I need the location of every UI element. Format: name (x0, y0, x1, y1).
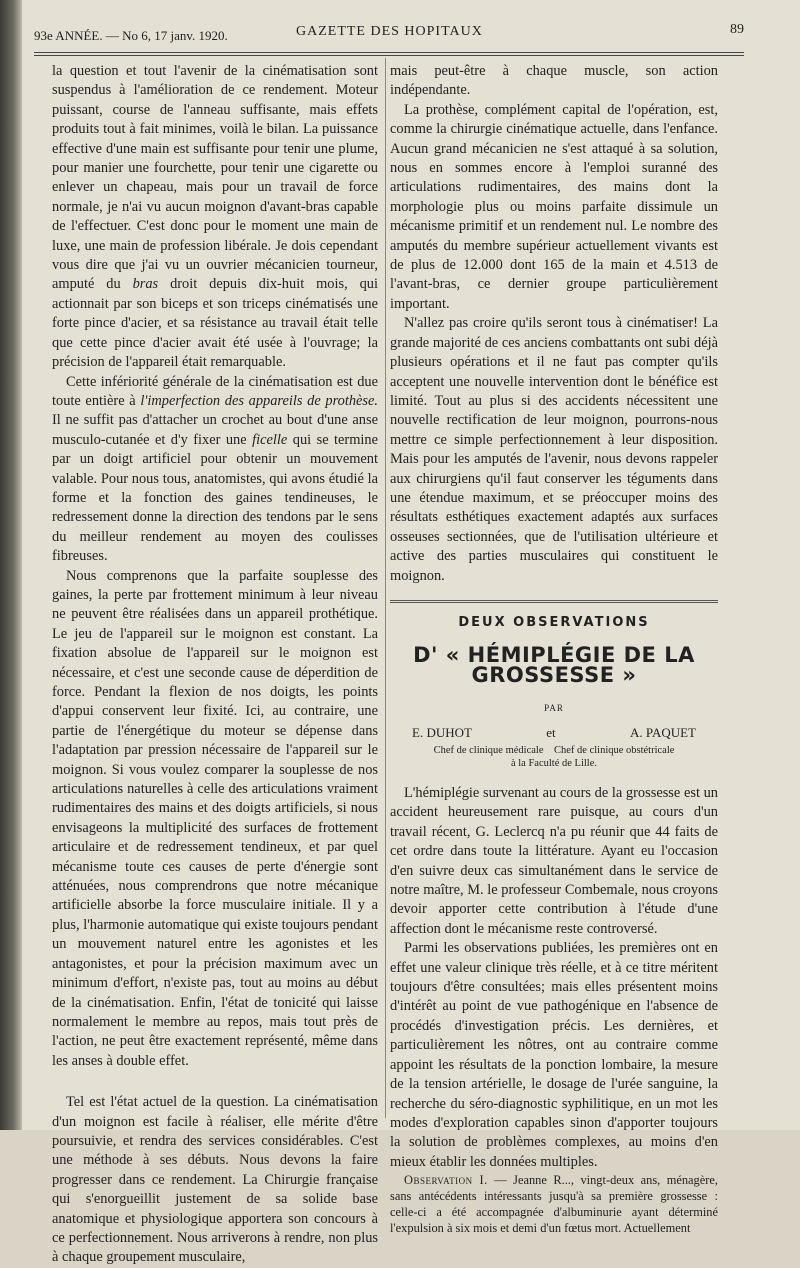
paragraph: mais peut-être à chaque muscle, son action indépendante. (390, 63, 718, 99)
byline-par: PAR (544, 703, 564, 714)
authors (390, 723, 718, 742)
journal-title: GAZETTE DES HOPITAUX (296, 24, 483, 39)
paragraph: L'hémiplégie survenant au cours de la grossesse est un accident heureusement rare puisque, au cours d'un travail récent, G. Leclercq n'a pu réunir que 44 faits de cet ordre dans toute la littérature. Ayant eu l'occasion d'en suivre deux cas simultanément dans le service de notre maître, M. le professeur Combemale, nous croyons devoir apporter cette contribution à l'étude d'une affection dont le mécanisme reste controversé. (390, 785, 718, 937)
paragraph: Tel est l'état actuel de la question. La cinématisation d'un moignon est facile à réaliser, elle mérite d'être poursuivie, et rendra des services considérables. C'est une méthode à ses débuts. Nous devons la faire progresser dans ce rendement. La Chirurgie française qui s'enorgueillit justement de sa solide base anatomique et physiologique apportera son concours à ce perfectionnement. Nous arriverons à rendre, non plus à chaque groupement musculaire, (52, 1094, 378, 1266)
running-header (34, 22, 744, 50)
paragraph: Parmi les observations publiées, les premières ont en effet une valeur clinique très réelle, et à ce titre méritent toujours d'être consultées; mais elles présentent moins d'intérêt au point de vue pathogénique en l'absence de procédés d'investigation précis. Les dernières, et particulièrement les nôtres, ont au contraire comme appoint les résultats de la ponction lombaire, la mesure de la tension artérielle, le dosage de l'urée sanguine, la recherche du séro-diagnostic syphilitique, en un mot les modes d'exploration capables sinon d'apporter toujours la solution de problèmes complexes, au moins d'en mieux établir les données multiples. (390, 940, 718, 1170)
paragraph: N'allez pas croire qu'ils seront tous à cinématiser! La grande majorité de ces anciens combattants ont subi déjà plusieurs opérations et il ne faut pas compter qu'ils acceptent une nouvelle intervention dont le bénéfice est limité. Tout au plus si des accidents nécessitent une nouvelle rectification de leur moignon, pourrons-nous mettre ce simple perfectionnement à leur disposition. Mais pour les amputés de l'avenir, nous devons rappeler aux chirurgiens qu'il faut conserver les téguments dans une étendue maximum, et se préoccuper moins des résultats esthétiques exactement adaptés aux surfaces osseuses sectionnées, que de l'utilisation ultérieure et active des parties musculaires qui constituent le moignon. (390, 315, 718, 584)
article-title: D' « HÉMIPLÉGIE DE LA GROSSESSE » (413, 643, 695, 687)
author-paquet: A. PAQUET (630, 724, 696, 740)
issue-info: 93e ANNÉE. — No 6, 17 janv. 1920. (34, 28, 228, 43)
header-rule (34, 52, 744, 53)
column-separator (385, 58, 386, 1118)
right-column (390, 62, 718, 1236)
observation-paragraph: Observation I. — Jeanne R..., vingt-deux ans, ménagère, sans antécédents intéressants jusqu'à sa première grossesse : celle-ci a été accompagnée d'albuminurie ayant déterminé l'expulsion à six mois et demi d'un fœtus mort. Actuellement (390, 1173, 718, 1236)
section-title: DEUX OBSERVATIONS (458, 614, 650, 630)
affiliations: Chef de clinique médicale Chef de clinique obstétricale à la Faculté de Lille. (433, 745, 675, 769)
paragraph: Cette infériorité générale de la cinématisation est due toute entière à l'imperfection des appareils de prothèse. Il ne suffit pas d'attacher un crochet au bout d'une anse musculo-cutanée et d'y fixer une ficelle qui se termine par un doigt artificiel pour obtenir un mouvement valable. Pour nous tous, anatomistes, qui avons étudié la forme et la fonction des gaines tendineuses, le redressement donne la direction des tendons par le sens du meilleur rendement au moyen des coulisses fibreuses. (52, 373, 378, 565)
page-binding (0, 0, 22, 1130)
left-column (52, 62, 378, 1268)
page-number: 89 (730, 22, 744, 37)
author-conjunction: et (546, 724, 556, 740)
observation-label: Observation I. (404, 1173, 488, 1188)
paragraph: la question et tout l'avenir de la cinématisation sont suspendus à l'amélioration de ce rendement. Moteur puissant, course de l'anneau suffisante, mais effets produits tout à fait minimes, voilà le bilan. La puissance effective d'une main est suffisante pour tenir une plume, pour manier une fourchette, pour tenir une cigarette ou enlever un chapeau, mais pour un travail de force normale, je n'ai vu aucun moignon d'avant-bras capable de l'effectuer. C'est donc pour le moment une main de luxe, une main de profession libérale. Je dois cependant vous dire que j'ai vu un ouvrier mécanicien tourneur, amputé du bras droit depuis dix-huit mois, qui actionnait par son biceps et son triceps cinématisés une forte pince d'acier, et sa résistance au travail était telle que cette pince d'acier avait été usée à l'ouvrage; la précision de l'appareil était remarquable. (52, 63, 378, 371)
paragraph: La prothèse, complément capital de l'opération, est, comme la chirurgie cinématique actuelle, dans l'enfance. Aucun grand mécanicien ne s'est attaqué à sa solution, nous en sommes encore à l'emploi suranné des articulations rudimentaires, des mains dont la morphologie plus ou moins parfaite dissimule un mécanisme primitif et un rendement nul. Le nombre des amputés du membre supérieur actuellement vivants est de plus de 12.000 dont 165 de la main et 4.513 de l'avant-bras, ce dernier groupe particulièrement important. (390, 101, 718, 312)
paragraph: Nous comprenons que la parfaite souplesse des gaines, la perte par frottement minimum à leur niveau ne peuvent être réalisées dans un appareil prothétique. Le jeu de l'appareil sur le moignon est constant. La fixation absolue de l'appareil sur le moignon est nécessaire, et c'est une seconde cause de déperdition de force. Pendant la flexion de nos doigts, les points d'appui conservent leur fixité. Ici, au contraire, une partie de l'énergétique du moteur se dépense dans l'adaptation par pression nécessaire de l'appareil sur le moignon. Si vous voulez comparer la souplesse de nos articulations naturelles à celle des articulations vraiment rudimentaires des mains et des doigts artificiels, si nous envisageons la multiplicité des surfaces de frottement articulaire et de redressement tendineux, et par quel mécanisme toute ces causes de perte d'énergie sont atténuées, nous comprendrons que notre mécanique artificielle absorbe la force musculaire initiale. Il y a plus, l'harmonie automatique qui existe toujours pendant un mouvement naturel entre les agonistes et les antagonistes, et pour la précision maximum avec un minimum d'effort, n'existe pas, tout au moins au début de la cinématisation. Enfin, l'état de tonicité qui laisse normalement le membre au repos, mais tout près de l'action, ne peut être exactement représenté, même dans les anses à double effet. (52, 567, 378, 1069)
header-rule-2 (34, 55, 744, 56)
section-divider (390, 600, 718, 603)
author-duhot: E. DUHOT (412, 724, 472, 740)
